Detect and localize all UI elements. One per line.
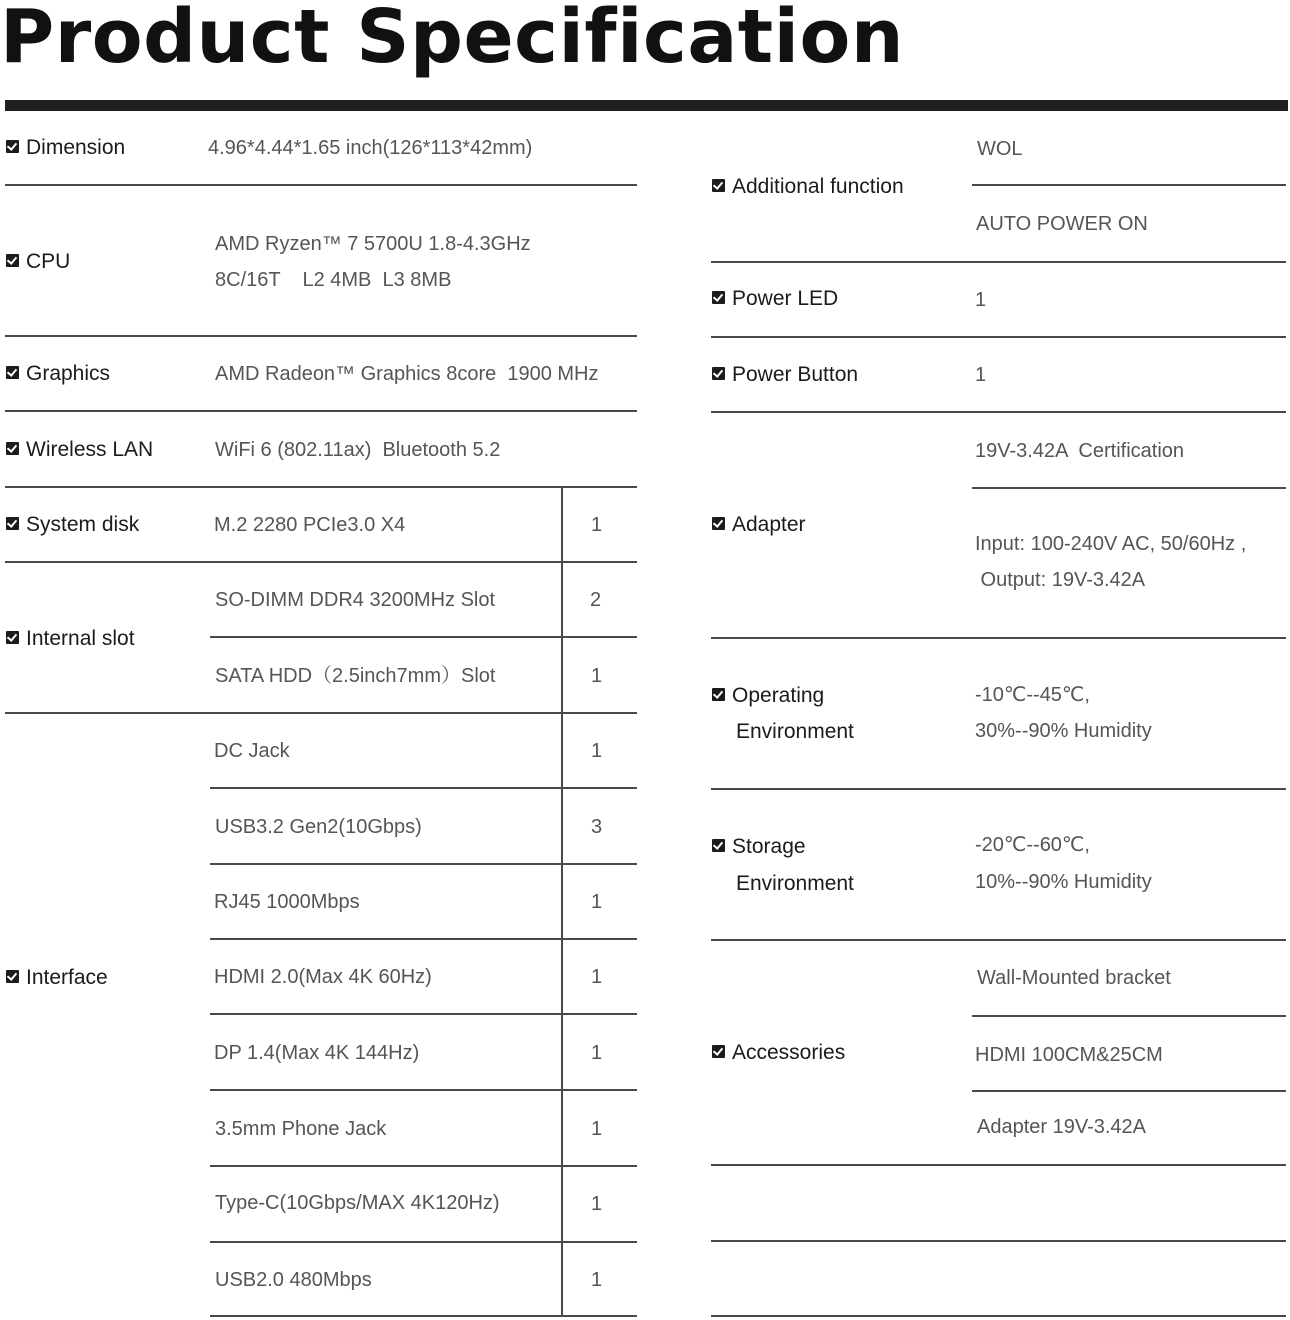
row-divider bbox=[210, 636, 637, 638]
row-divider bbox=[5, 712, 637, 714]
interface-item-count: 1 bbox=[591, 1193, 603, 1215]
interface-item-count: 3 bbox=[591, 816, 603, 838]
internal-slot-item-value: SO-DIMM DDR4 3200MHz Slot bbox=[215, 589, 496, 611]
internal-slot-item-count: 2 bbox=[590, 589, 602, 611]
checkbox-icon bbox=[712, 291, 725, 304]
operating-environment-label: Operating bbox=[712, 684, 824, 708]
operating-temperature: -10℃--45℃, bbox=[975, 684, 1090, 706]
row-divider bbox=[711, 261, 1286, 263]
interface-label: Interface bbox=[6, 966, 108, 990]
adapter-output: Output: 19V-3.42A bbox=[975, 569, 1146, 591]
interface-item-value: DP 1.4(Max 4K 144Hz) bbox=[214, 1042, 420, 1064]
storage-temperature: -20℃--60℃, bbox=[975, 834, 1090, 856]
row-divider bbox=[711, 1164, 1286, 1166]
adapter-label: Adapter bbox=[712, 513, 806, 537]
additional-function-label: Additional function bbox=[712, 175, 904, 199]
interface-item-value: 3.5mm Phone Jack bbox=[215, 1118, 387, 1140]
interface-item-count: 1 bbox=[591, 1118, 603, 1140]
graphics-label: Graphics bbox=[6, 362, 110, 386]
row-divider bbox=[972, 1015, 1286, 1017]
row-divider bbox=[210, 787, 637, 789]
checkbox-icon bbox=[6, 631, 19, 644]
operating-humidity: 30%--90% Humidity bbox=[975, 720, 1152, 742]
cpu-label: CPU bbox=[6, 250, 70, 274]
wireless-value: WiFi 6 (802.11ax) Bluetooth 5.2 bbox=[215, 439, 501, 461]
additional-function-item: WOL bbox=[977, 138, 1023, 160]
row-divider bbox=[210, 1165, 637, 1167]
checkbox-icon bbox=[712, 517, 725, 530]
interface-item-value: DC Jack bbox=[214, 740, 290, 762]
row-divider bbox=[210, 863, 637, 865]
row-divider bbox=[711, 637, 1286, 639]
row-divider bbox=[5, 561, 637, 563]
checkbox-icon bbox=[712, 688, 725, 701]
system-disk-label: System disk bbox=[6, 513, 139, 537]
accessories-item: HDMI 100CM&25CM bbox=[975, 1044, 1163, 1066]
wireless-label: Wireless LAN bbox=[6, 438, 153, 462]
checkbox-icon bbox=[6, 366, 19, 379]
row-divider bbox=[210, 1241, 637, 1243]
cpu-value-line2: 8C/16T L2 4MB L3 8MB bbox=[215, 269, 452, 291]
internal-slot-label: Internal slot bbox=[6, 627, 135, 651]
row-divider bbox=[210, 1013, 637, 1015]
row-divider bbox=[972, 487, 1286, 489]
row-divider bbox=[210, 1089, 637, 1091]
page-title: Product Specification bbox=[0, 0, 905, 80]
system-disk-count: 1 bbox=[591, 514, 603, 536]
interface-item-count: 1 bbox=[591, 1042, 603, 1064]
additional-function-item: AUTO POWER ON bbox=[976, 213, 1148, 235]
interface-item-value: RJ45 1000Mbps bbox=[214, 891, 360, 913]
interface-item-count: 1 bbox=[591, 891, 603, 913]
adapter-input: Input: 100-240V AC, 50/60Hz , bbox=[975, 533, 1247, 555]
interface-item-count: 1 bbox=[591, 966, 603, 988]
row-divider bbox=[711, 1315, 1286, 1317]
checkbox-icon bbox=[712, 839, 725, 852]
checkbox-icon bbox=[6, 970, 19, 983]
power-led-label: Power LED bbox=[712, 287, 838, 311]
checkbox-icon bbox=[712, 179, 725, 192]
checkbox-icon bbox=[6, 442, 19, 455]
row-divider bbox=[972, 1090, 1286, 1092]
operating-environment-label-line2: Environment bbox=[736, 720, 854, 743]
checkbox-icon bbox=[6, 254, 19, 267]
cpu-value-line1: AMD Ryzen™ 7 5700U 1.8-4.3GHz bbox=[215, 233, 531, 255]
graphics-value: AMD Radeon™ Graphics 8core 1900 MHz bbox=[215, 363, 599, 385]
row-divider bbox=[5, 184, 637, 186]
interface-item-value: USB3.2 Gen2(10Gbps) bbox=[215, 816, 422, 838]
checkbox-icon bbox=[712, 1045, 725, 1058]
accessories-label: Accessories bbox=[712, 1041, 845, 1065]
row-divider bbox=[711, 336, 1286, 338]
interface-item-value: Type-C(10Gbps/MAX 4K120Hz) bbox=[215, 1192, 500, 1214]
interface-item-count: 1 bbox=[591, 740, 603, 762]
power-led-value: 1 bbox=[975, 289, 987, 311]
internal-slot-item-value: SATA HDD（2.5inch7mm）Slot bbox=[215, 665, 496, 687]
storage-humidity: 10%--90% Humidity bbox=[975, 871, 1152, 893]
storage-environment-label: Storage bbox=[712, 835, 806, 859]
interface-item-value: USB2.0 480Mbps bbox=[215, 1269, 372, 1291]
row-divider bbox=[210, 938, 637, 940]
row-divider bbox=[5, 486, 637, 488]
interface-item-value: HDMI 2.0(Max 4K 60Hz) bbox=[214, 966, 432, 988]
checkbox-icon bbox=[6, 140, 19, 153]
checkbox-icon bbox=[6, 517, 19, 530]
power-button-value: 1 bbox=[975, 364, 987, 386]
title-divider-bar bbox=[5, 100, 1288, 111]
storage-environment-label-line2: Environment bbox=[736, 872, 854, 895]
dimension-label: Dimension bbox=[6, 136, 125, 160]
checkbox-icon bbox=[712, 367, 725, 380]
power-button-label: Power Button bbox=[712, 363, 858, 387]
accessories-item: Adapter 19V-3.42A bbox=[977, 1116, 1147, 1138]
interface-item-count: 1 bbox=[591, 1269, 603, 1291]
row-divider bbox=[5, 410, 637, 412]
dimension-value: 4.96*4.44*1.65 inch(126*113*42mm) bbox=[208, 137, 533, 159]
row-divider bbox=[5, 335, 637, 337]
accessories-item: Wall-Mounted bracket bbox=[977, 967, 1171, 989]
row-divider bbox=[972, 184, 1286, 186]
system-disk-value: M.2 2280 PCIe3.0 X4 bbox=[214, 514, 406, 536]
row-divider bbox=[711, 939, 1286, 941]
row-divider bbox=[711, 788, 1286, 790]
adapter-certification: 19V-3.42A Certification bbox=[975, 440, 1185, 462]
row-divider bbox=[210, 1315, 637, 1317]
row-divider bbox=[711, 1240, 1286, 1242]
internal-slot-item-count: 1 bbox=[591, 665, 603, 687]
row-divider bbox=[711, 411, 1286, 413]
count-column-divider bbox=[561, 488, 563, 1317]
